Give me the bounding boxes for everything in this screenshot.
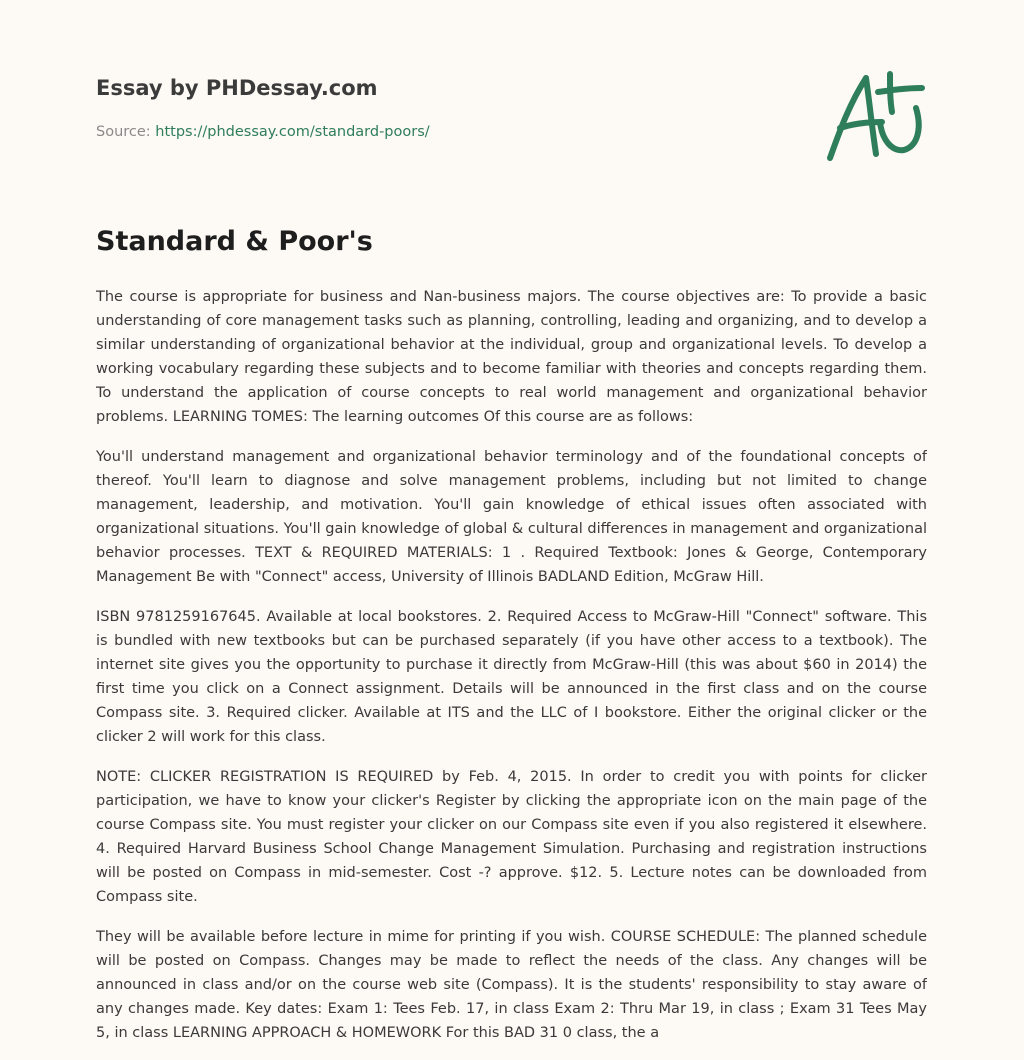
source-link[interactable]: https://phdessay.com/standard-poors/ [155, 124, 430, 140]
a-plus-logo-icon [820, 66, 930, 166]
essay-paragraph: The course is appropriate for business and Nan-business majors. The course objectives are: To provide a basic understanding of core management tasks such as planning, controlling, leading and organizing, and to develop a similar understanding of organizational behavior at the individual, group and organizational levels. To develop a working vocabulary regarding these subjects and to become familiar with theories and concepts regarding them. To understand the application of course concepts to real world management and organizational behavior problems. LEARNING TOMES: The learning outcomes Of this course are as follows: [96, 289, 927, 425]
source-label: Source: [96, 124, 156, 140]
site-brand: Essay by PHDessay.com [96, 76, 378, 100]
essay-paragraph: ISBN 9781259167645. Available at local bookstores. 2. Required Access to McGraw-Hill "Connect" software. This is bundled with new textbooks but can be purchased separately (if you have other access to a textbook). The internet site gives you the opportunity to purchase it directly from McGraw-Hill (this was about $60 in 2014) the first time you click on a Connect assignment. Details will be announced in the first class and on the course Compass site. 3. Required clicker. Available at ITS and the LLC of I bookstore. Either the original clicker or the clicker 2 will work for this class. [96, 609, 927, 745]
essay-body [96, 285, 927, 1045]
essay-title: Standard & Poor's [96, 226, 373, 257]
essay-paragraph: They will be available before lecture in mime for printing if you wish. COURSE SCHEDULE: The planned schedule will be posted on Compass. Changes may be made to reflect the needs of the class. Any changes will be announced in class and/or on the course web site (Compass). It is the students' responsibility to stay aware of any changes made. Key dates: Exam 1: Tees Feb. 17, in class Exam 2: Thru Mar 19, in class ; Exam 31 Tees May 5, in class LEARNING APPROACH & HOMEWORK For this BAD 31 0 class, the a [96, 929, 927, 1041]
source-line [96, 124, 430, 140]
essay-paragraph: You'll understand management and organizational behavior terminology and of the foundational concepts of thereof. You'll learn to diagnose and solve management problems, including but not limited to change management, leadership, and motivation. You'll gain knowledge of ethical issues often associated with organizational situations. You'll gain knowledge of global & cultural differences in management and organizational behavior processes. TEXT & REQUIRED MATERIALS: 1 . Required Textbook: Jones & George, Contemporary Management Be with "Connect" access, University of Illinois BADLAND Edition, McGraw Hill. [96, 449, 927, 585]
essay-paragraph: NOTE: CLICKER REGISTRATION IS REQUIRED by Feb. 4, 2015. In order to credit you with points for clicker participation, we have to know your clicker's Register by clicking the appropriate icon on the main page of the course Compass site. You must register your clicker on our Compass site even if you also registered it elsewhere. 4. Required Harvard Business School Change Management Simulation. Purchasing and registration instructions will be posted on Compass in mid-semester. Cost -? approve. $12. 5. Lecture notes can be downloaded from Compass site. [96, 769, 927, 905]
